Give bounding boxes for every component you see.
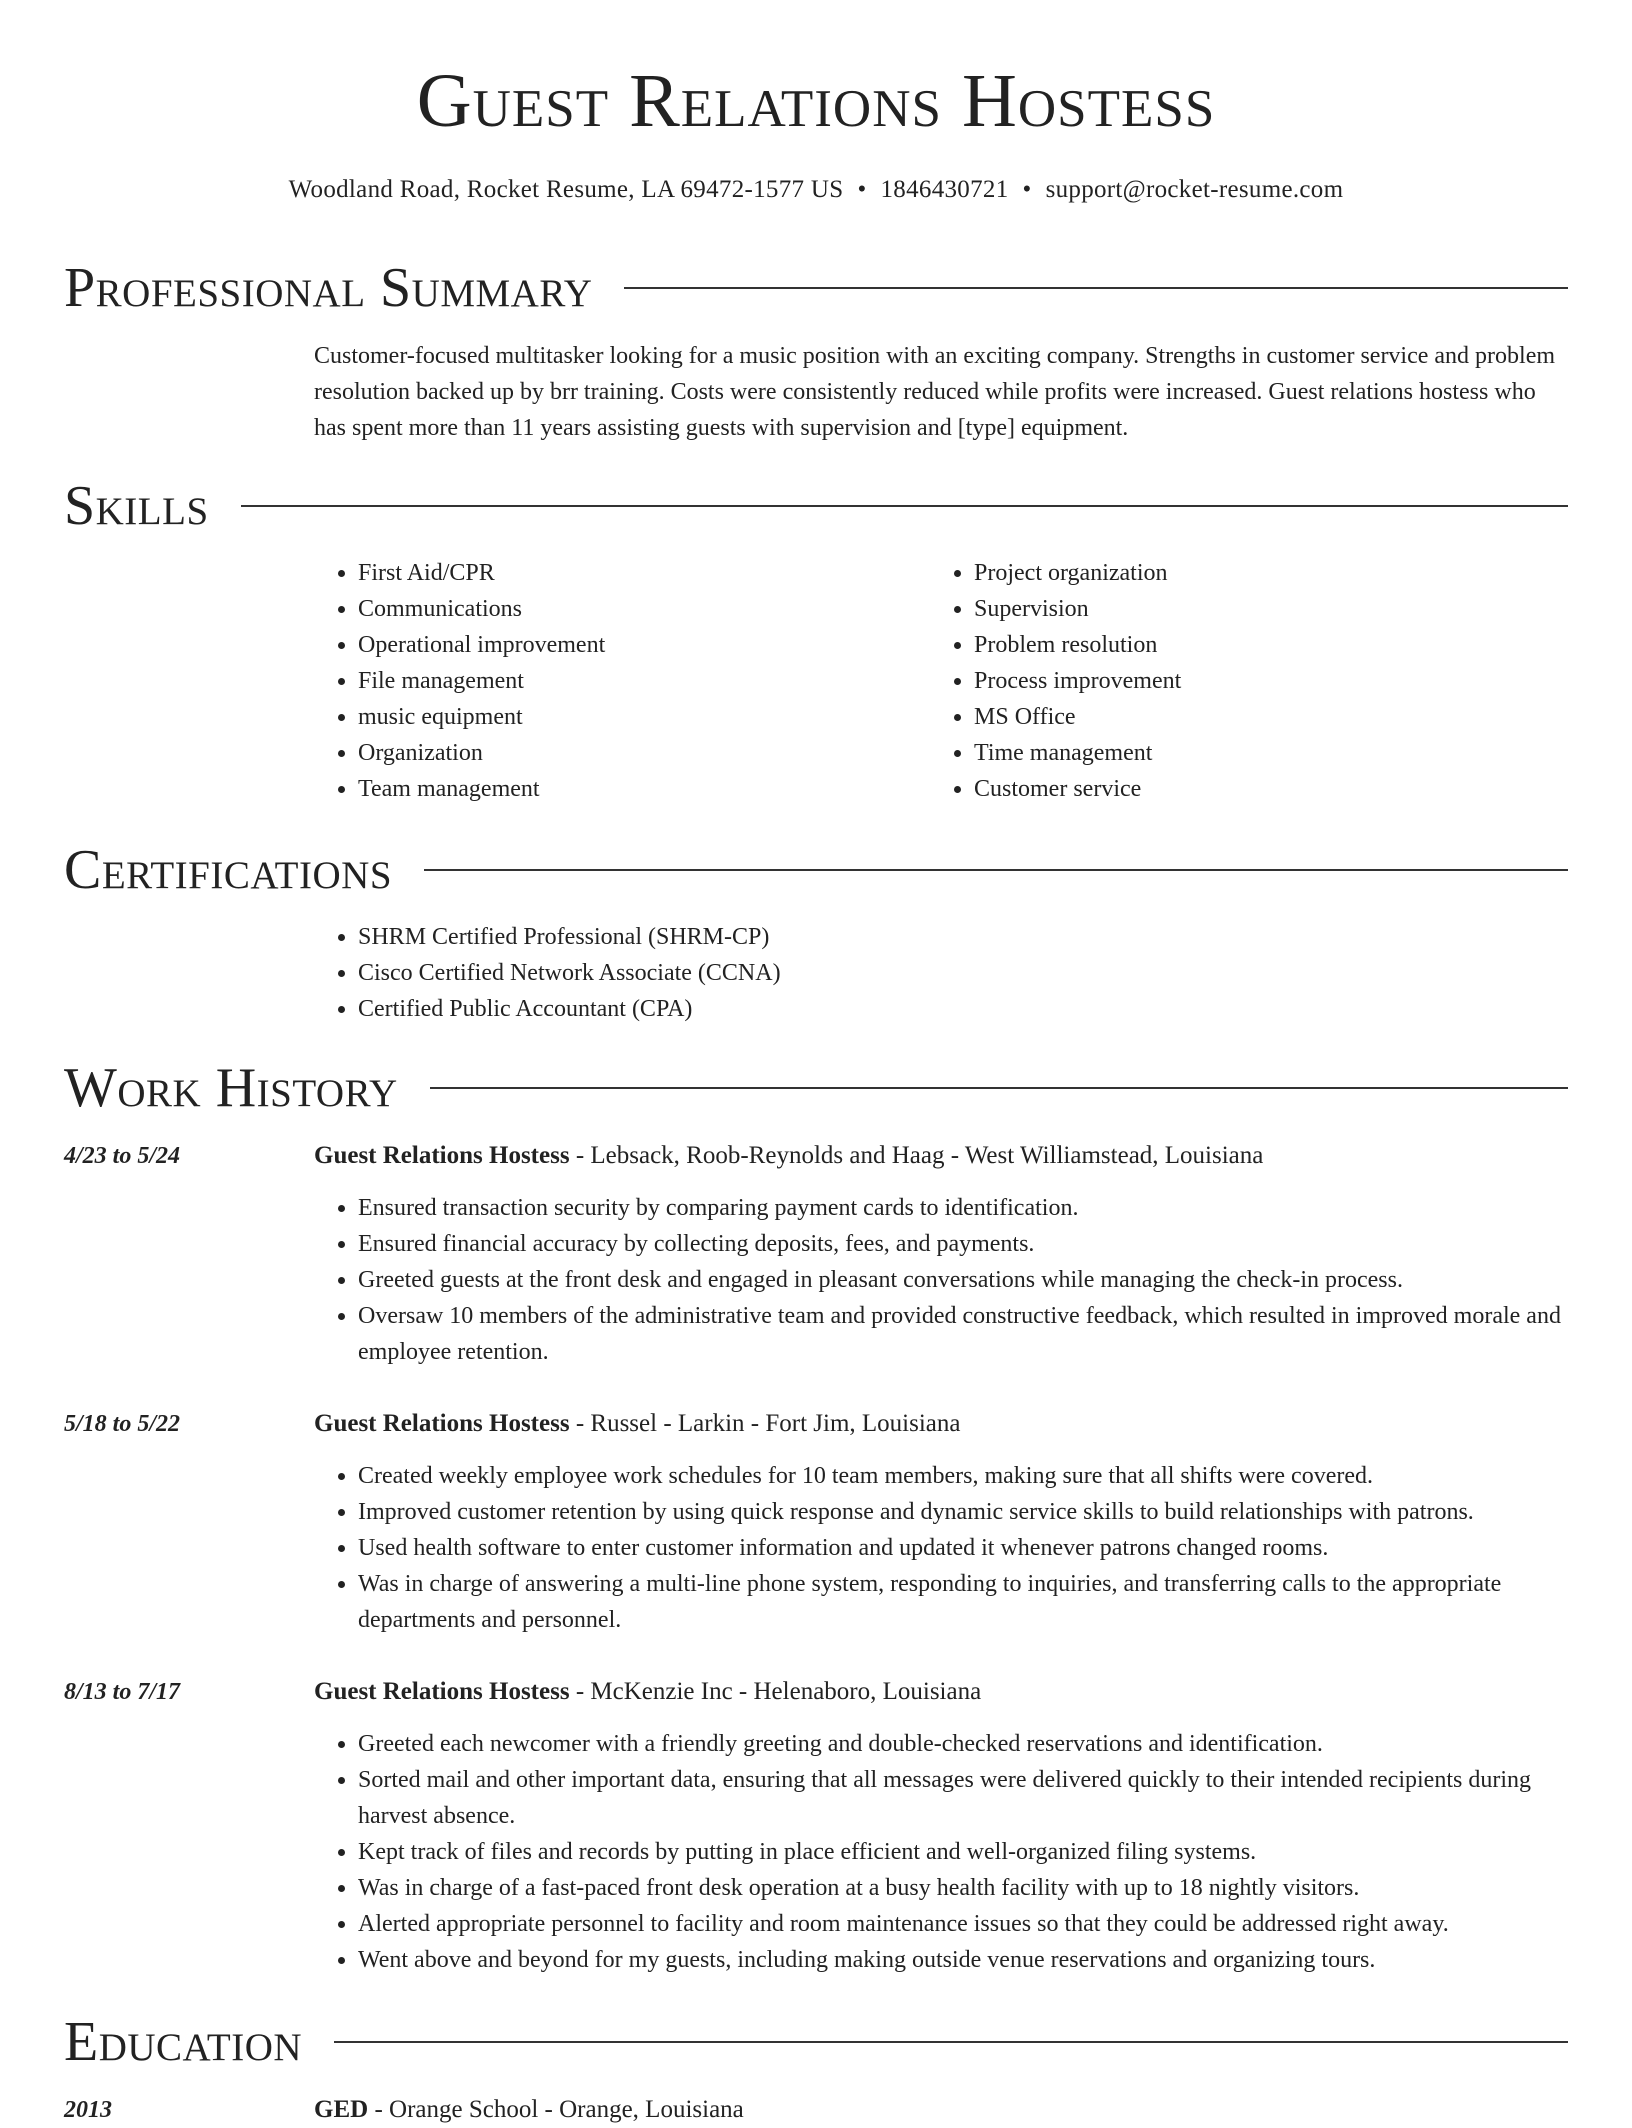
work-title-line bbox=[314, 1406, 1568, 1442]
work-bullet: • Improved customer retention by using quick response and dynamic service skills to build relationships with patrons. bbox=[358, 1494, 1568, 1530]
skills-column-left bbox=[314, 555, 874, 807]
work-bullet: • Was in charge of answering a multi-line phone system, responding to inquiries, and transferring calls to the appropriate departments and personnel. bbox=[358, 1566, 1568, 1638]
work-bullets bbox=[314, 1458, 1568, 1638]
work-bullet: • Was in charge of a fast-paced front desk operation at a busy health facility with up to 18 nightly visitors. bbox=[358, 1870, 1568, 1906]
section-title-certifications: Certifications bbox=[64, 839, 393, 901]
job-employer-location: - Lebsack, Roob-Reynolds and Haag - West Williamstead, Louisiana bbox=[569, 1142, 1264, 1169]
skill-item: • Team management bbox=[358, 771, 874, 807]
certification-item: • SHRM Certified Professional (SHRM-CP) bbox=[358, 919, 1568, 955]
skill-item: • Communications bbox=[358, 591, 874, 627]
section-divider bbox=[430, 1087, 1568, 1089]
work-bullet: • Oversaw 10 members of the administrative team and provided constructive feedback, which resulted in improved morale and employee retention. bbox=[358, 1298, 1568, 1370]
job-employer-location: - Russel - Larkin - Fort Jim, Louisiana bbox=[569, 1410, 961, 1437]
work-bullet: • Created weekly employee work schedules for 10 team members, making sure that all shifts were covered. bbox=[358, 1458, 1568, 1494]
work-bullet: • Greeted each newcomer with a friendly greeting and double-checked reservations and identification. bbox=[358, 1726, 1568, 1762]
work-bullet: • Alerted appropriate personnel to facility and room maintenance issues so that they could be addressed right away. bbox=[358, 1906, 1568, 1942]
skills-column-right bbox=[930, 555, 1490, 807]
job-title: Guest Relations Hostess bbox=[314, 1142, 570, 1169]
section-title-work-history: Work History bbox=[64, 1057, 398, 1119]
section-divider bbox=[424, 869, 1568, 871]
skill-item: • Organization bbox=[358, 735, 874, 771]
skill-item: • Customer service bbox=[974, 771, 1490, 807]
work-bullet: • Greeted guests at the front desk and engaged in pleasant conversations while managing the check-in process. bbox=[358, 1262, 1568, 1298]
job-employer-location: - McKenzie Inc - Helenaboro, Louisiana bbox=[569, 1678, 982, 1705]
work-bullet: • Used health software to enter customer information and updated it whenever patrons changed rooms. bbox=[358, 1530, 1568, 1566]
work-dates: 8/13 to 7/17 bbox=[64, 1679, 181, 1705]
section-divider bbox=[334, 2041, 1568, 2043]
education-school-location: - Orange School - Orange, Louisiana bbox=[368, 2096, 744, 2123]
section-divider bbox=[241, 505, 1568, 507]
work-bullet: • Ensured financial accuracy by collecting deposits, fees, and payments. bbox=[358, 1226, 1568, 1262]
skill-item: • Operational improvement bbox=[358, 627, 874, 663]
work-bullet: • Went above and beyond for my guests, including making outside venue reservations and organizing tours. bbox=[358, 1942, 1568, 1978]
contact-separator: • bbox=[857, 176, 867, 203]
certifications-list bbox=[314, 919, 1568, 1027]
section-divider bbox=[624, 287, 1568, 289]
section-header-certifications bbox=[64, 840, 1568, 900]
certification-item: • Cisco Certified Network Associate (CCNA) bbox=[358, 955, 1568, 991]
work-bullets bbox=[314, 1190, 1568, 1370]
contact-line bbox=[0, 175, 1632, 205]
work-bullet: • Sorted mail and other important data, ensuring that all messages were delivered quickly to their intended recipients during harvest absence. bbox=[358, 1762, 1568, 1834]
skill-item: • Process improvement bbox=[974, 663, 1490, 699]
section-header-work-history bbox=[64, 1058, 1568, 1118]
contact-separator: • bbox=[1022, 176, 1032, 203]
work-dates: 4/23 to 5/24 bbox=[64, 1143, 181, 1169]
skill-item: • Supervision bbox=[974, 591, 1490, 627]
work-dates: 5/18 to 5/22 bbox=[64, 1411, 181, 1437]
section-header-skills bbox=[64, 476, 1568, 536]
contact-email: support@rocket-resume.com bbox=[1045, 176, 1344, 203]
skill-item: • First Aid/CPR bbox=[358, 555, 874, 591]
work-bullet: • Ensured transaction security by comparing payment cards to identification. bbox=[358, 1190, 1568, 1226]
skill-item: • File management bbox=[358, 663, 874, 699]
certification-item: • Certified Public Accountant (CPA) bbox=[358, 991, 1568, 1027]
education-title-line bbox=[314, 2092, 744, 2128]
education-date: 2013 bbox=[64, 2097, 112, 2123]
work-bullet: • Kept track of files and records by putting in place efficient and well-organized filing systems. bbox=[358, 1834, 1568, 1870]
skill-item: • Problem resolution bbox=[974, 627, 1490, 663]
section-title-education: Education bbox=[64, 2011, 303, 2073]
section-header-education bbox=[64, 2012, 1568, 2072]
section-title-skills: Skills bbox=[64, 475, 209, 537]
job-title: Guest Relations Hostess bbox=[314, 1678, 570, 1705]
work-title-line bbox=[314, 1138, 1568, 1174]
summary-text: Customer-focused multitasker looking for a music position with an exciting company. Strengths in customer service and problem resolution backed up by brr training. Costs were consistently reduced while profits were increased. Guest relations hostess who has spent more than 11 years assisting guests with supervision and [type] equipment. bbox=[314, 343, 1556, 441]
resume-name: Guest Relations Hostess bbox=[416, 59, 1216, 143]
work-bullets bbox=[314, 1726, 1568, 1978]
contact-phone: 1846430721 bbox=[880, 176, 1009, 203]
job-title: Guest Relations Hostess bbox=[314, 1410, 570, 1437]
skill-item: • Time management bbox=[974, 735, 1490, 771]
skill-item: • MS Office bbox=[974, 699, 1490, 735]
skill-item: • music equipment bbox=[358, 699, 874, 735]
work-title-line bbox=[314, 1674, 1568, 1710]
education-degree: GED bbox=[314, 2096, 369, 2123]
contact-address: Woodland Road, Rocket Resume, LA 69472-1577 US bbox=[288, 176, 844, 203]
section-title-summary: Professional Summary bbox=[64, 257, 593, 319]
skill-item: • Project organization bbox=[974, 555, 1490, 591]
section-header-summary bbox=[64, 258, 1568, 318]
